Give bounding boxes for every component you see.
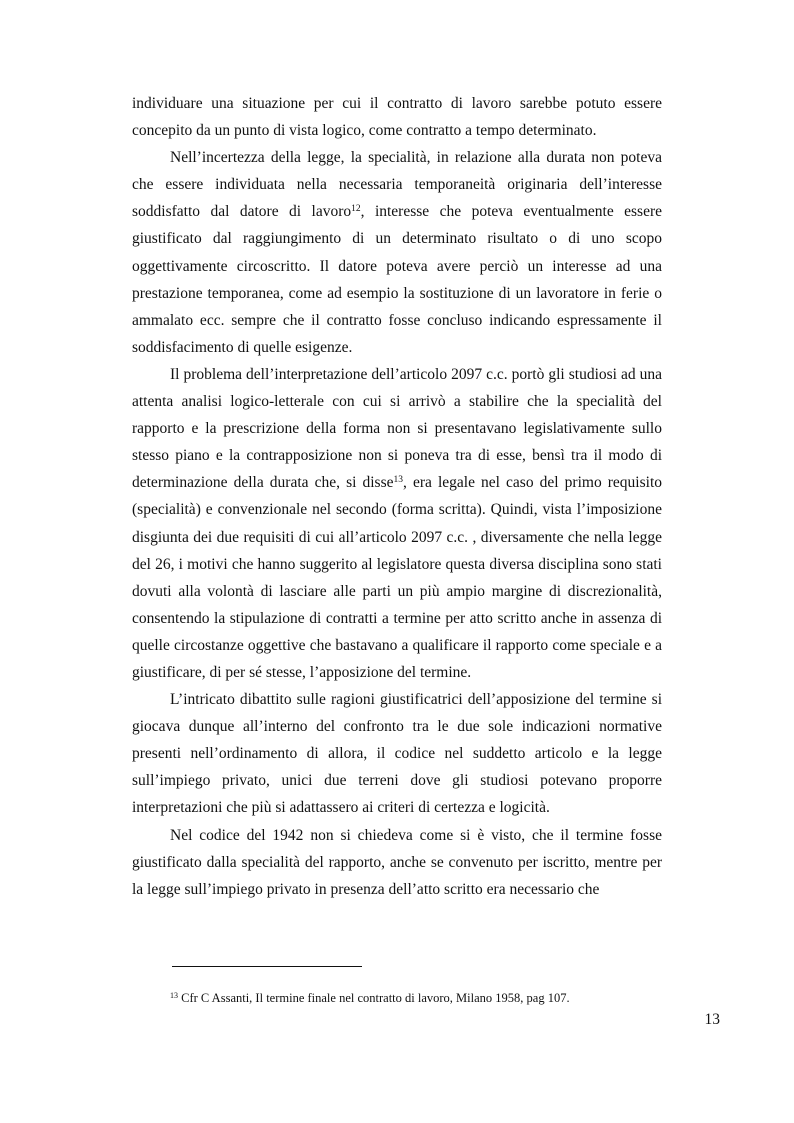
paragraph-text: Nel codice del 1942 non si chiedeva come si è visto, che il termine fosse giustificato dalla specialità del rapporto, anche se convenuto per iscritto, mentre per la legge sull’impiego privato in presenza dell’atto scritto era necessario che [132,826,662,898]
paragraph-interpretazione [132,361,662,686]
paragraph-text: Nell’incertezza della legge, la specialità, in relazione alla durata non poteva che essere individuata nella necessaria temporaneità originaria dell’interesse soddisfatto dal datore di lavoro [132,149,662,221]
footnote-marker: 13 [170,991,178,1000]
footnote-13 [170,990,670,1006]
paragraph-text: , interesse che poteva eventualmente essere giustificato dal raggiungimento di un determinato risultato o di uno scopo oggettivamente circoscritto. Il datore poteva avere perciò un interesse ad una prestazione temporanea, come ad esempio la sostituzione di un lavoratore in ferie o ammalato ecc. sempre che il contratto fosse concluso indicando espressamente il soddisfacimento di quelle esigenze. [132,203,663,356]
paragraph-continuation [132,90,662,144]
footnote-text: Cfr C Assanti, Il termine finale nel contratto di lavoro, Milano 1958, pag 107. [178,991,570,1005]
paragraph-text: L’intricato dibattito sulle ragioni giustificatrici dell’apposizione del termine si giocava dunque all’interno del confronto tra le due sole indicazioni normative presenti nell’ordinamento di allora, il codice nel suddetto articolo e la legge sull’impiego privato, unici due terreni dove gli studiosi potevano proporre interpretazioni che più si adattassero ai criteri di certezza e logicità. [132,691,662,817]
paragraph-text: individuare una situazione per cui il contratto di lavoro sarebbe potuto essere concepito da un punto di vista logico, come contratto a tempo determinato. [132,95,662,140]
paragraph-text: , era legale nel caso del primo requisito (specialità) e convenzionale nel secondo (forma scritta). Quindi, vista l’imposizione disgiunta dei due requisiti di cui all’articolo 2097 c.c. , diversamente che nella legge del 26, i motivi che hanno suggerito al legislatore questa diversa disciplina sono stati dovuti alla volontà di lasciare alle parti un più ampio margine di discrezionalità, consentendo la stipulazione di contratti a termine per atto scritto anche in assenza di quelle circostanze oggettive che bastavano a qualificare il rapporto come speciale e a giustificare, di per sé stesse, l’apposizione del termine. [132,474,663,681]
paragraph-specialita [132,144,662,361]
footnote-divider [172,966,362,967]
footnote-reference-13[interactable]: 13 [393,475,403,486]
paragraph-text: Il problema dell’interpretazione dell’articolo 2097 c.c. portò gli studiosi ad una attenta analisi logico-letterale con cui si arrivò a stabilire che la specialità del rapporto e la prescrizione della forma non si presentavano legislativamente sullo stesso piano e la contrapposizione non si poneva tra di esse, bensì tra il modo di determinazione della durata che, si disse [132,365,662,492]
footnote-reference-12[interactable]: 12 [351,204,361,215]
paragraph-codice-1942 [132,822,662,903]
page-body [132,90,662,903]
paragraph-dibattito [132,686,662,821]
page-number: 13 [704,1011,720,1028]
